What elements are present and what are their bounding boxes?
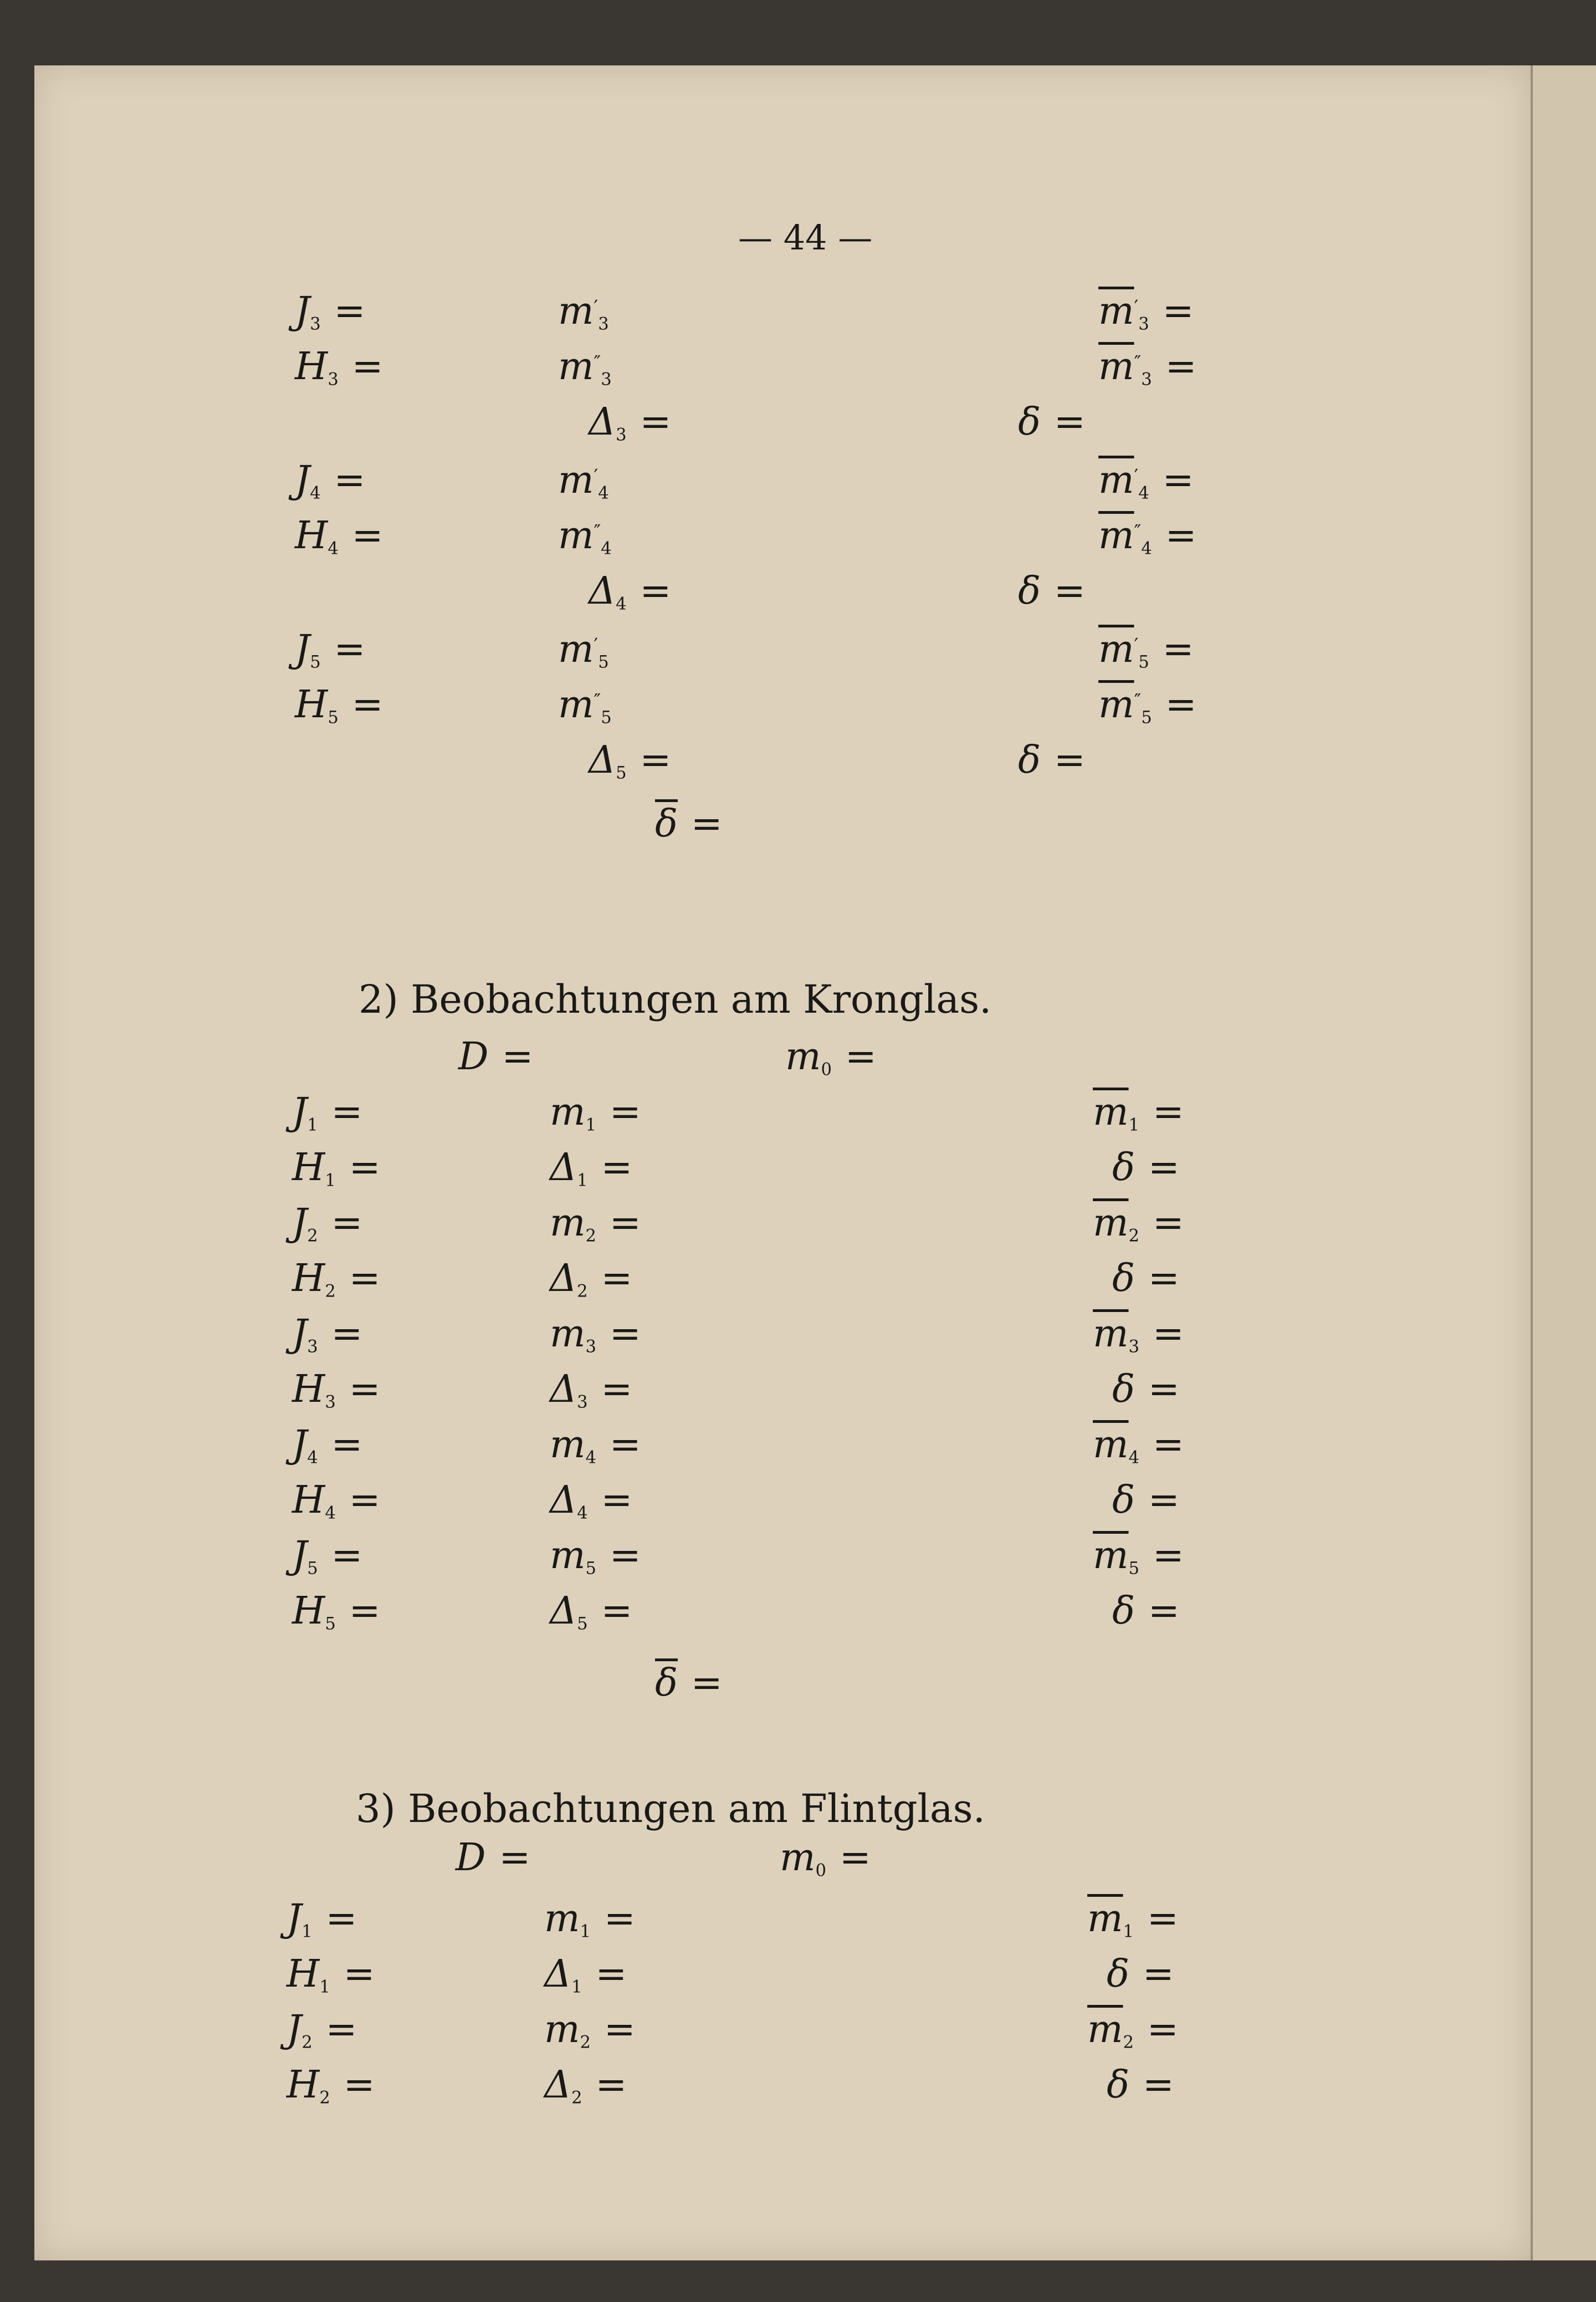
block1-mean-delta: $\overline{\delta}$ = xyxy=(655,802,723,846)
section3-value: $\Delta_1$ = xyxy=(544,1952,627,1997)
section2-value: $\Delta_4$ = xyxy=(550,1478,633,1523)
section2-label: $J_2$ = xyxy=(292,1201,363,1246)
section2-label: $H_2$ = xyxy=(292,1257,381,1301)
section2-value: $\Delta_2$ = xyxy=(550,1257,633,1301)
section2-value: $m_3$ = xyxy=(550,1312,641,1357)
section2-label: $H_3$ = xyxy=(292,1367,381,1412)
section2-label: $J_5$ = xyxy=(292,1534,363,1579)
section2-result: δ = xyxy=(1112,1257,1180,1300)
section2-m0: $m_0$ = xyxy=(785,1035,877,1080)
block1-label: $J_5$ = xyxy=(295,627,366,672)
section3-value: $\Delta_2$ = xyxy=(544,2063,627,2108)
block1-reading: $m''_5$ xyxy=(558,683,612,728)
block1-label: $J_4$ = xyxy=(295,458,366,503)
block1-Delta: $\Delta_5$ = xyxy=(589,738,672,783)
block1-reading: $m''_4$ xyxy=(558,514,612,559)
block1-reading: $m'_3$ xyxy=(558,289,609,334)
section2-result: δ = xyxy=(1112,1146,1180,1190)
section2-value: $\Delta_1$ = xyxy=(550,1146,633,1191)
section2-label: $J_3$ = xyxy=(292,1312,363,1357)
section2-value: $m_1$ = xyxy=(550,1090,641,1135)
section2-value: $\Delta_5$ = xyxy=(550,1589,633,1634)
section2-label: $H_1$ = xyxy=(292,1146,381,1191)
section2-D: D = xyxy=(458,1035,534,1079)
section3-result: δ = xyxy=(1107,2063,1174,2107)
section2-result: δ = xyxy=(1112,1367,1180,1411)
section3-label: $J_1$ = xyxy=(287,1897,357,1942)
block1-mean-reading: $\overline{m}''_4$ = xyxy=(1098,514,1197,559)
block1-label: $H_3$ = xyxy=(295,345,383,390)
block1-mean-reading: $\overline{m}'_3$ = xyxy=(1098,289,1194,334)
section3-label: $J_2$ = xyxy=(287,2008,357,2053)
section2-mean-delta: $\overline{\delta}$ = xyxy=(655,1661,723,1705)
section2-result: $\overline{m}_1$ = xyxy=(1093,1090,1184,1135)
section3-m0: $m_0$ = xyxy=(780,1836,871,1881)
section2-value: $\Delta_3$ = xyxy=(550,1367,633,1412)
section3-heading: 3) Beobachtungen am Flintglas. xyxy=(356,1786,985,1831)
section2-result: $\overline{m}_4$ = xyxy=(1093,1423,1184,1468)
section2-label: $H_4$ = xyxy=(292,1478,381,1523)
block1-label: $H_4$ = xyxy=(295,514,383,559)
page-number: — 44 — xyxy=(738,217,873,258)
section2-label: $J_1$ = xyxy=(292,1090,363,1135)
section2-label: $H_5$ = xyxy=(292,1589,381,1634)
section2-result: δ = xyxy=(1112,1589,1180,1633)
section3-result: $\overline{m}_2$ = xyxy=(1087,2008,1179,2053)
block1-mean-reading: $\overline{m}'_4$ = xyxy=(1098,458,1194,503)
block1-reading: $m'_4$ xyxy=(558,458,609,503)
block1-Delta: $\Delta_4$ = xyxy=(589,569,672,614)
section3-value: $m_2$ = xyxy=(544,2008,636,2053)
block1-label: $H_5$ = xyxy=(295,683,383,728)
section2-result: $\overline{m}_2$ = xyxy=(1093,1201,1184,1246)
section3-D: D = xyxy=(456,1836,531,1880)
section3-result: $\overline{m}_1$ = xyxy=(1087,1897,1179,1942)
section3-value: $m_1$ = xyxy=(544,1897,636,1942)
block1-mean-reading: $\overline{m}''_3$ = xyxy=(1098,345,1197,390)
section3-result: δ = xyxy=(1107,1952,1174,1996)
block1-delta: δ = xyxy=(1018,738,1086,782)
block1-Delta: $\Delta_3$ = xyxy=(589,400,672,445)
block1-reading: $m''_3$ xyxy=(558,345,612,390)
block1-delta: δ = xyxy=(1018,569,1086,613)
adjacent-page-edge xyxy=(1531,65,1596,2260)
section2-value: $m_5$ = xyxy=(550,1534,641,1579)
section2-result: δ = xyxy=(1112,1478,1180,1522)
book-page xyxy=(34,65,1531,2260)
section2-value: $m_2$ = xyxy=(550,1201,641,1246)
section3-label: $H_2$ = xyxy=(287,2063,375,2108)
block1-reading: $m'_5$ xyxy=(558,627,609,672)
block1-mean-reading: $\overline{m}'_5$ = xyxy=(1098,627,1194,672)
block1-mean-reading: $\overline{m}''_5$ = xyxy=(1098,683,1197,728)
block1-label: $J_3$ = xyxy=(295,289,366,334)
section2-label: $J_4$ = xyxy=(292,1423,363,1468)
section3-label: $H_1$ = xyxy=(287,1952,375,1997)
section2-value: $m_4$ = xyxy=(550,1423,641,1468)
section2-result: $\overline{m}_5$ = xyxy=(1093,1534,1184,1579)
section2-heading: 2) Beobachtungen am Kronglas. xyxy=(359,977,992,1022)
section2-result: $\overline{m}_3$ = xyxy=(1093,1312,1184,1357)
block1-delta: δ = xyxy=(1018,400,1086,444)
